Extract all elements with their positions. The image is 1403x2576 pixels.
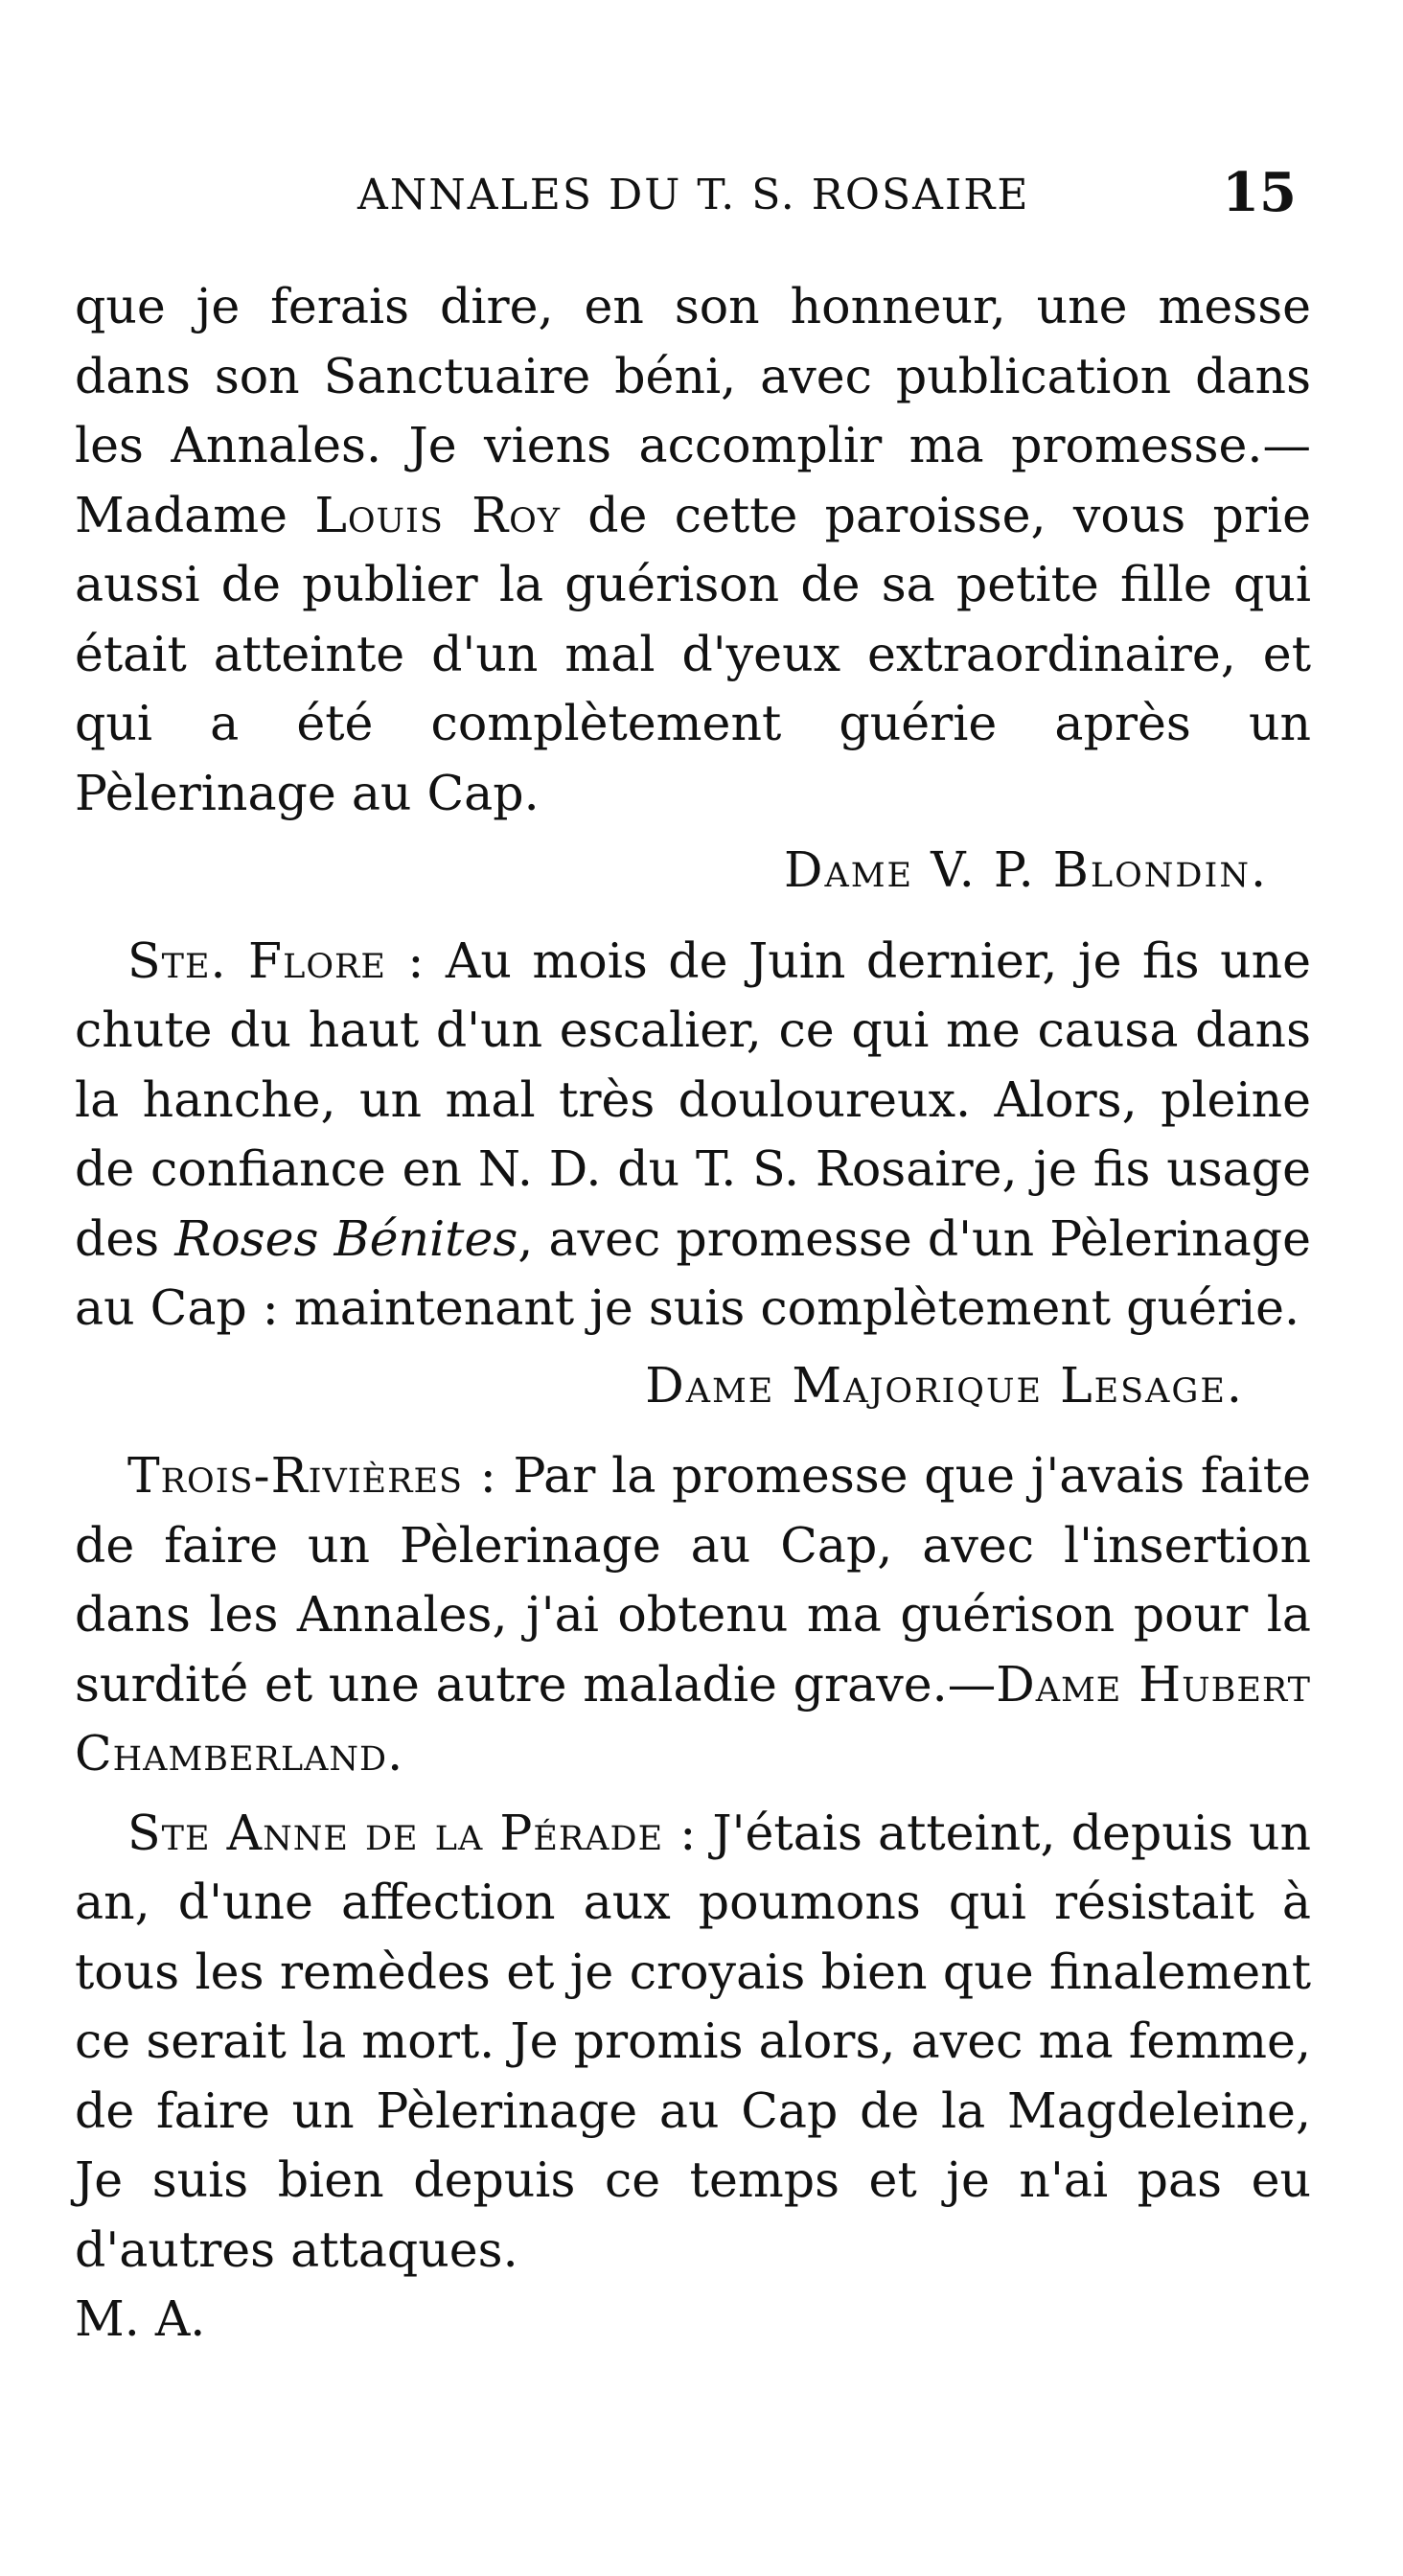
running-head bbox=[75, 144, 1311, 224]
place-name: Trois-Rivières : bbox=[127, 1447, 497, 1504]
body-text bbox=[75, 272, 1311, 2355]
signature: Dame Majorique Lesage. bbox=[645, 1356, 1244, 1414]
testimony-paragraph: que je ferais dire, en son honneur, une messe dans son Sanctuaire béni, avec publication dans les Annales. Je viens accomplir ma promesse.—Madame Louis Roy de cette paroisse, vous prie aussi de publier la guérison de sa petite fille qui était atteinte d'un mal d'yeux extraordinaire, et qui a été complètement guérie après un Pèlerinage au Cap. bbox=[75, 278, 1311, 821]
signature: M. A. bbox=[75, 2290, 206, 2347]
signature: Dame V. P. Blondin. bbox=[783, 841, 1268, 898]
page-number: 15 bbox=[1222, 161, 1297, 224]
book-page bbox=[75, 144, 1311, 2355]
testimony-paragraph: Ste Anne de la Pérade : J'étais atteint, depuis un an, d'une affection aux poumons qui résistait à tous les remèdes et je croyais bien que finalement ce serait la mort. Je promis alors, avec ma femme, de faire un Pèlerinage au Cap de la Magdeleine, Je suis bien depuis ce temps et je n'ai pas eu d'autres attaques. bbox=[75, 1804, 1311, 2278]
place-name: Ste Anne de la Pérade : bbox=[127, 1804, 698, 1861]
testimony-paragraph: Ste. Flore : Au mois de Juin dernier, je fis une chute du haut d'un escalier, ce qui me causa dans la hanche, un mal très douloureux. Alors, pleine de confiance en N. D. du T. S. Rosaire, je fis usage des Roses Bénites, avec promesse d'un Pèlerinage au Cap : maintenant je suis complètement guérie. bbox=[75, 932, 1311, 1336]
place-name: Ste. Flore : bbox=[127, 932, 426, 989]
person-name: Louis Roy bbox=[314, 486, 561, 543]
testimony-paragraph: Trois-Rivières : Par la promesse que j'avais faite de faire un Pèlerinage au Cap, avec l'insertion dans les Annales, j'ai obtenu ma guérison pour la surdité et une autre maladie grave.—Dame Hubert Chamberland. bbox=[75, 1447, 1311, 1782]
italic-phrase: Roses Bénites bbox=[174, 1209, 518, 1267]
signature: Dame Hubert Chamberland. bbox=[75, 1655, 1311, 1782]
running-head-title: ANNALES DU T. S. ROSAIRE bbox=[357, 171, 1030, 219]
